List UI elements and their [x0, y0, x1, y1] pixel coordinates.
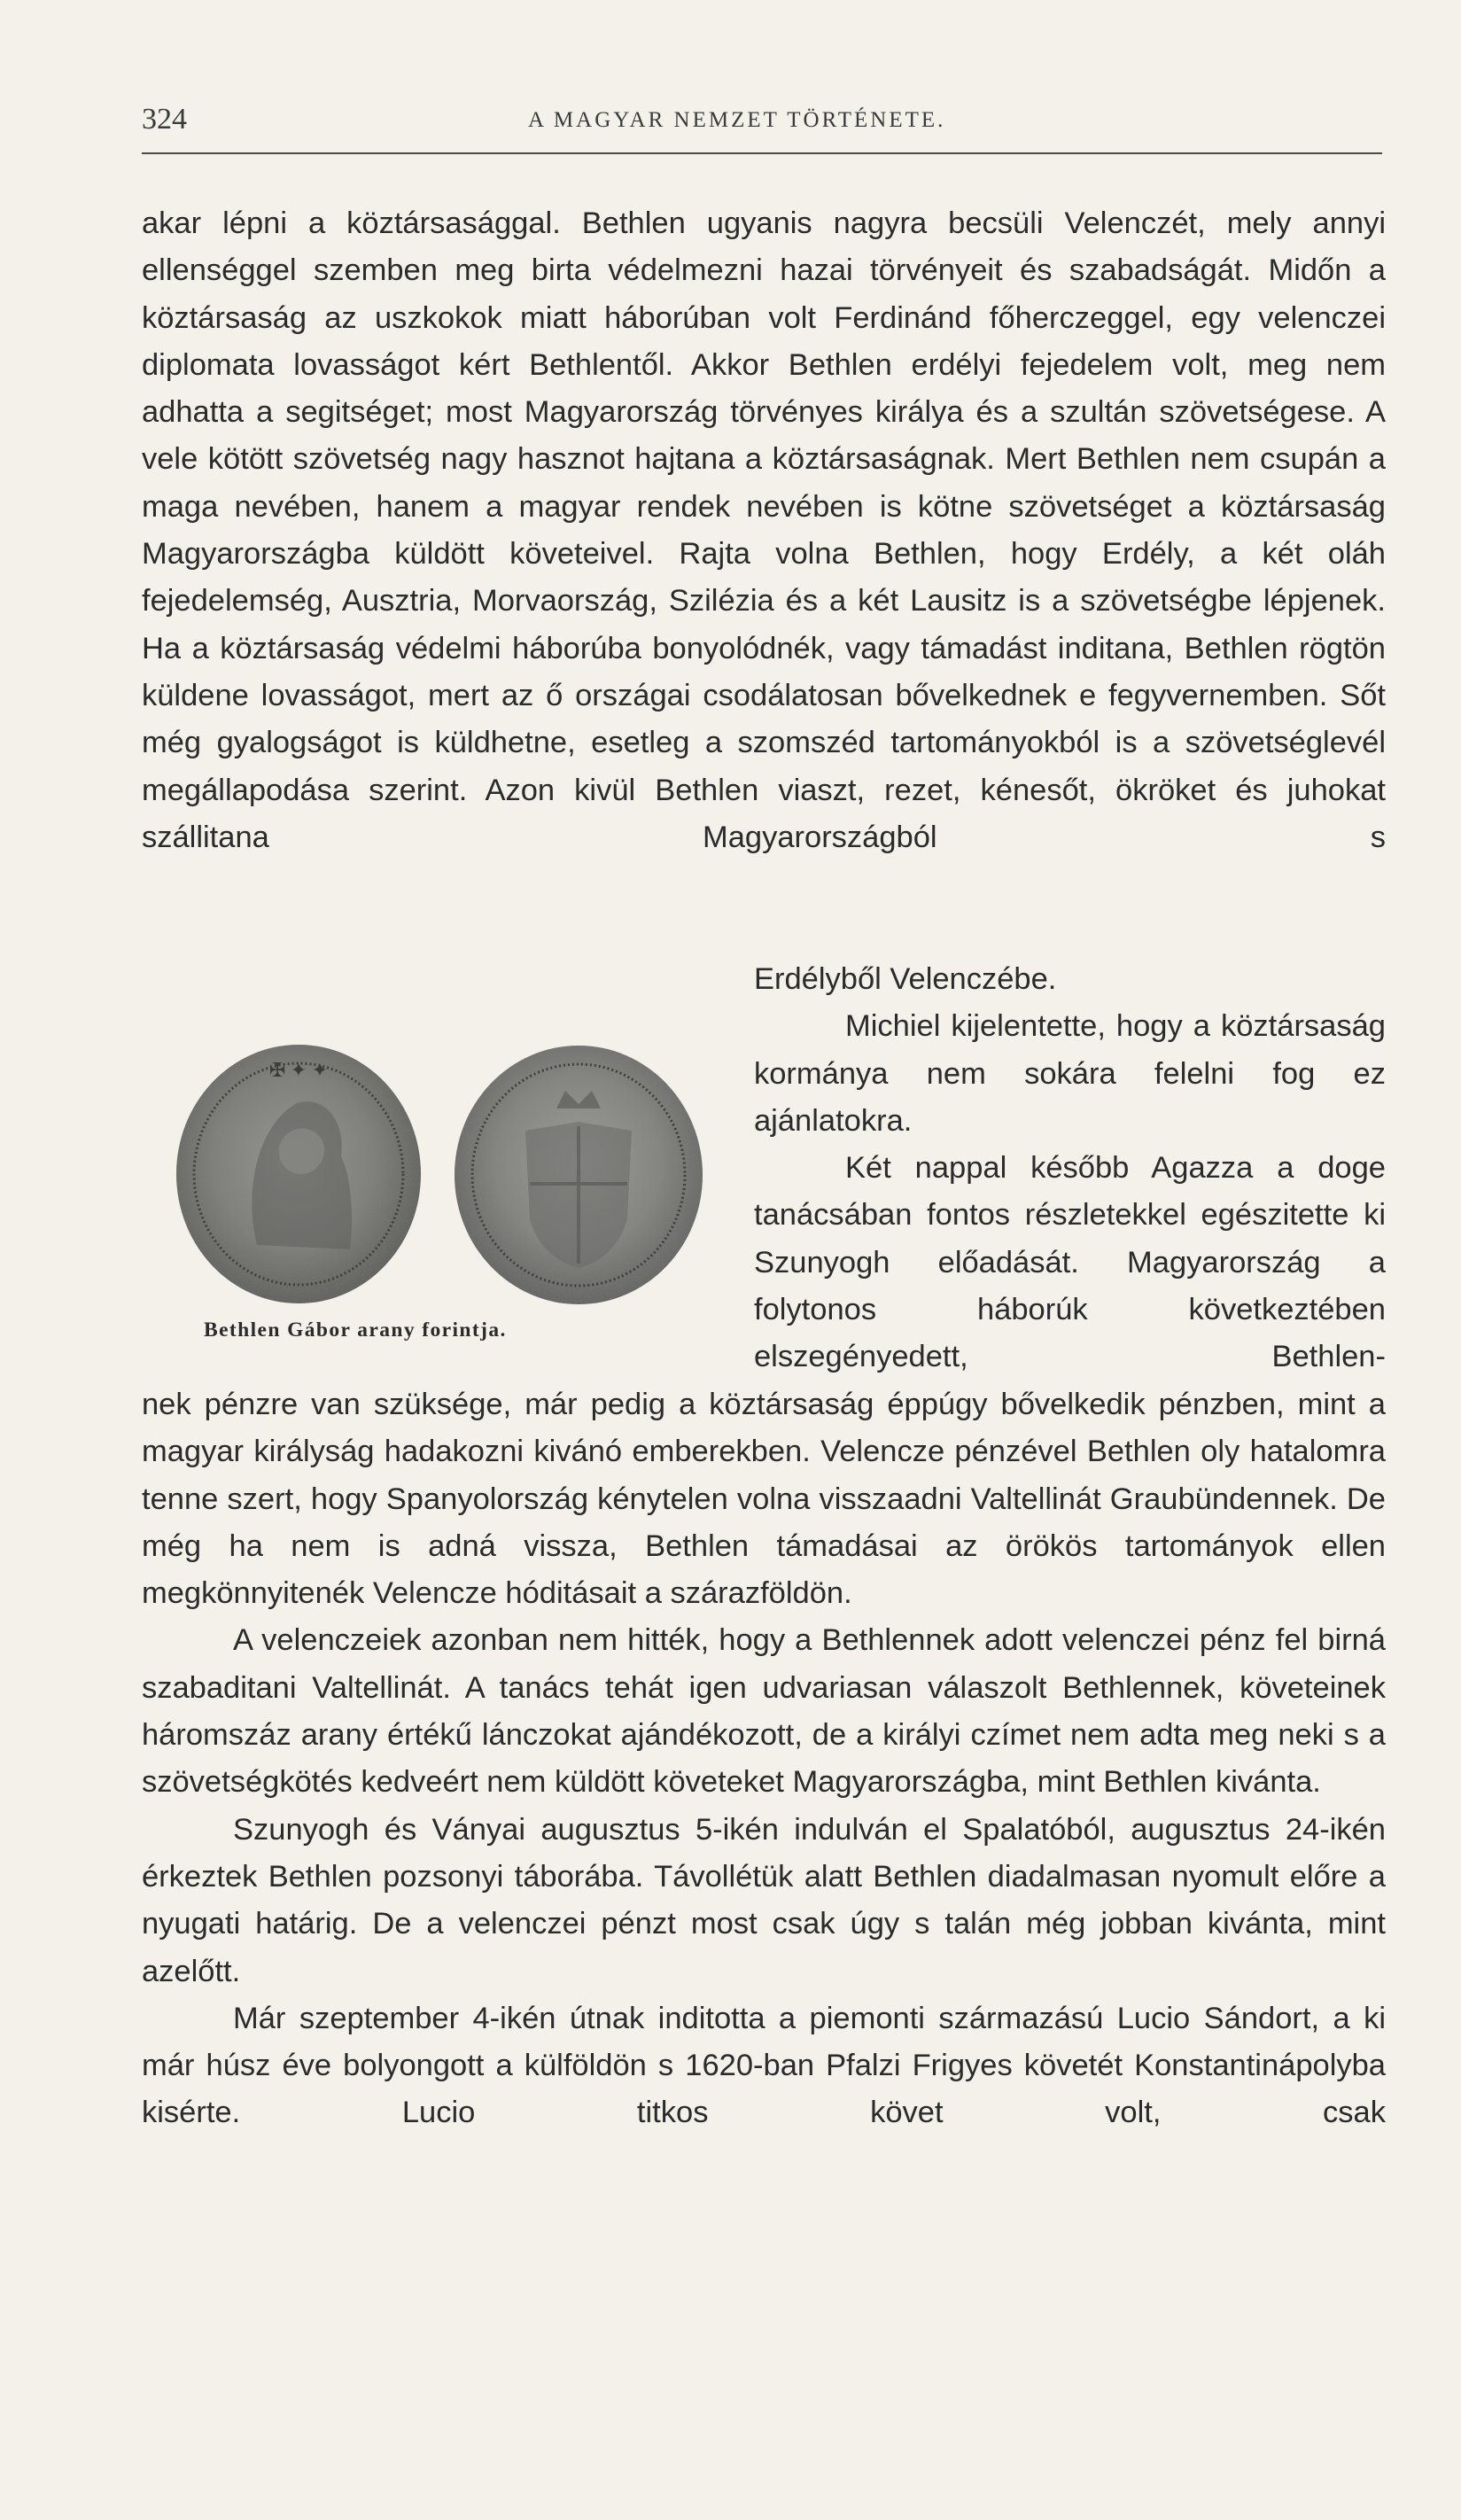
body-text-bottom	[142, 1381, 1386, 2137]
coin-reverse-image	[450, 1042, 707, 1308]
body-text-wrap	[754, 956, 1386, 1381]
paragraph: nek pénzre van szüksége, már pedig a köztársaság éppúgy bővelkedik pénzben, mint a magyar királyság hadakozni kivánó emberekben. Velencze pénzével Bethlen oly hatalomra tenne szert, hogy Spanyolország kénytelen volna visszaadni Valtellinát Graubündennek. De még ha nem is adná vissza, Bethlen támadásai az örökös tartományok ellen megkönnyitenék Velencze hóditásait a szárazföldön.	[142, 1388, 1386, 1611]
coin-obverse-image	[173, 1041, 425, 1307]
figure-caption: Bethlen Gábor arany forintja.	[204, 1318, 507, 1342]
paragraph: A velenczeiek azonban nem hitték, hogy a Bethlennek adott velenczei pénz fel birná szabaditani Valtellinát. A tanács tehát igen udvariasan válaszolt Bethlennek, követeinek háromszáz arany értékű lánczokat ajándékozott, de a királyi czímet nem adta meg neki s a szövetségkötés kedveért nem küldött követeket Magyarországba, mint Bethlen kivánta.	[142, 1623, 1386, 1800]
paragraph: Két nappal később Agazza a doge tanácsában fontos részletekkel egészitette ki Szunyogh előadását. Magyarország a folytonos háborúk következtében elszegényedett, Bethlen-	[754, 1151, 1386, 1374]
running-title: A MAGYAR NEMZET TÖRTÉNETE.	[528, 108, 946, 132]
paragraph: Szunyogh és Ványai augusztus 5-ikén indulván el Spalatóból, augusztus 24-ikén érkeztek Bethlen pozsonyi táborába. Távollétük alatt Bethlen diadalmasan nyomult előre a nyugati határig. De a velenczei pénzt most csak úgy s talán még jobban kivánta, mint azelőtt.	[142, 1812, 1386, 1988]
paragraph: Michiel kijelentette, hogy a köztársaság kormánya nem sokára felelni fog ez ajánlatokra.	[754, 1009, 1386, 1138]
paragraph: akar lépni a köztársasággal. Bethlen ugyanis nagyra becsüli Velenczét, mely annyi ellenséggel szemben meg birta védelmezni hazai törvényeit és szabadságát. Midőn a köztársaság az uszkokok miatt háborúban volt Ferdinánd főherczeggel, egy velenczei diplomata lovasságot kért Bethlentől. Akkor Bethlen erdélyi fejedelem volt, meg nem adhatta a segitséget; most Magyarország törvényes királya és a szultán szövetségese. A vele kötött szövetség nagy hasznot hajtana a köztársaságnak. Mert Bethlen nem csupán a maga nevében, hanem a magyar rendek nevében is kötne szövetséget a köztársaság Magyarországba küldött követeivel. Rajta volna Bethlen, hogy Erdély, a két oláh fejedelemség, Ausztria, Morvaország, Szilézia és a két Lausitz is a szövetségbe lépjenek. Ha a köztársaság védelmi háborúba bonyolódnék, vagy támadást inditana, Bethlen rögtön küldene lovasságot, mert az ő országai csodálatosan bővelkednek e fegyvernemben. Sőt még gyalogságot is küldhetne, esetleg a szomszéd tartományokból is a szövetséglevél megállapodása szerint. Azon kivül Bethlen viaszt, rezet, kénesőt, ökröket és juhokat szállitana Magyarországból s	[142, 206, 1386, 854]
svg-text:✠ ✦ ✦: ✠ ✦ ✦	[268, 1059, 329, 1081]
paragraph: Erdélyből Velenczébe.	[754, 962, 1057, 996]
paragraph: Már szeptember 4-ikén útnak inditotta a piemonti származású Lucio Sándort, a ki már húsz éve bolyongott a külföldön s 1620-ban Pfalzi Frigyes követét Konstantinápolyba kisérte. Lucio titkos követ volt, csak	[142, 2001, 1386, 2130]
page-number: 324	[142, 103, 187, 136]
page-header	[142, 99, 1382, 154]
coin-figure	[133, 1019, 682, 1373]
body-text-top	[142, 200, 1386, 861]
